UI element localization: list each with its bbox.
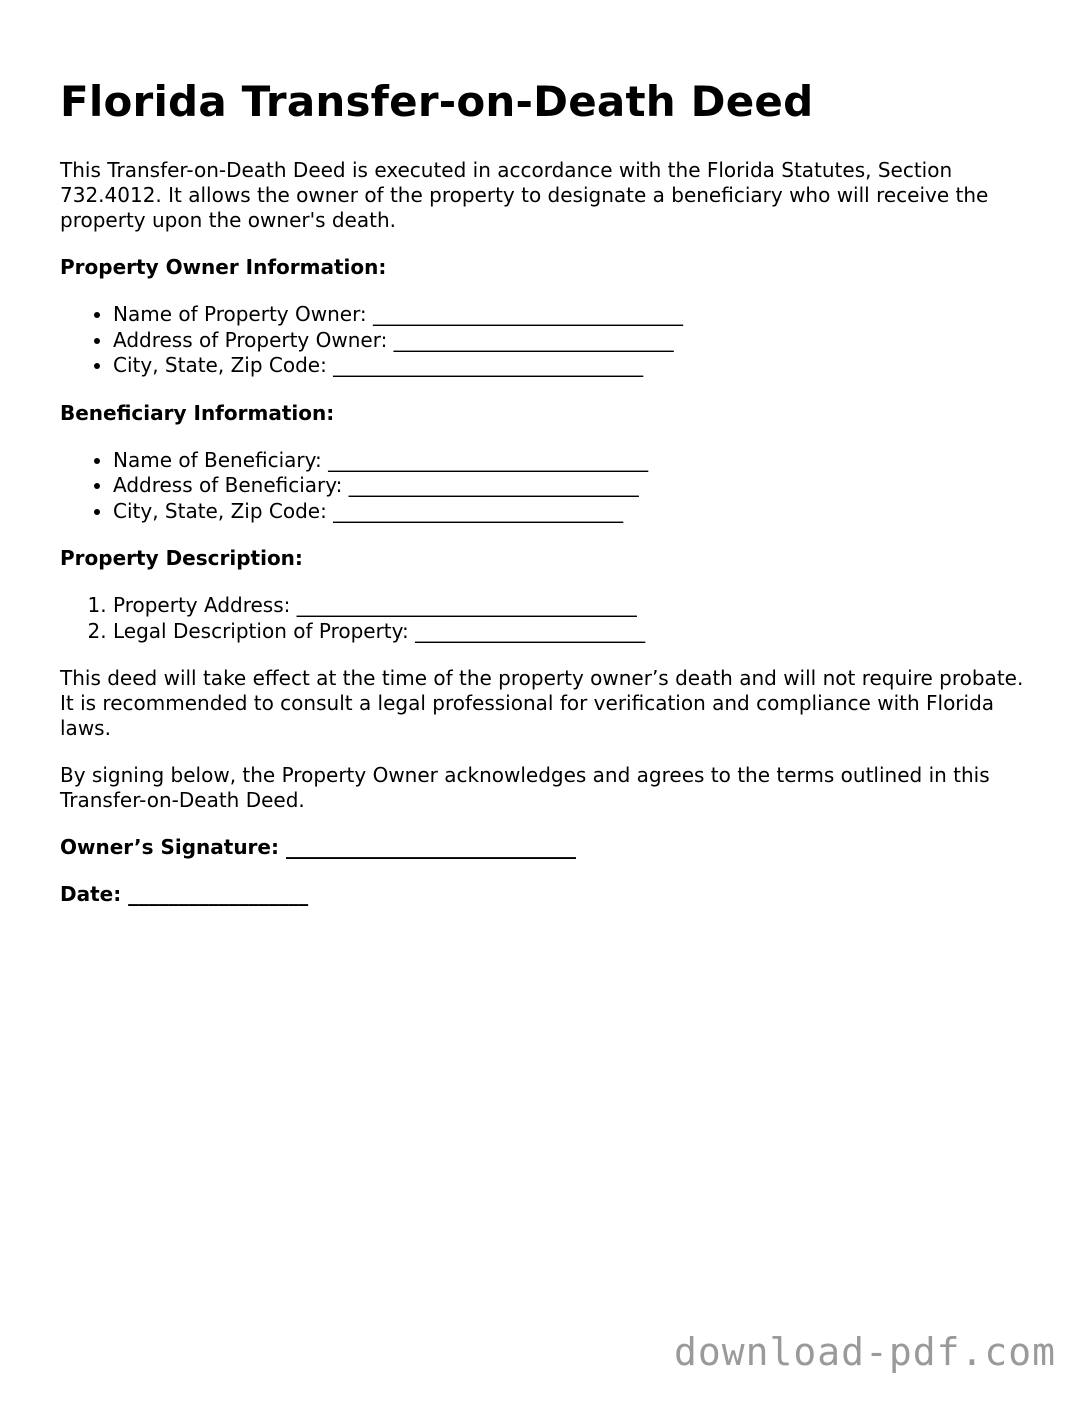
beneficiary-address-field: • Address of Beneficiary: _____________________________ — [113, 473, 1040, 499]
owner-section-heading: Property Owner Information: — [60, 255, 387, 279]
intro-paragraph: This Transfer-on-Death Deed is executed in accordance with the Florida Statutes, Section 732.4012. It allows the owner of the property to designate a beneficiary who will receive the property upon the owner's death. — [60, 158, 989, 232]
effect-paragraph: This deed will take effect at the time of the property owner’s death and will not require probate. It is recommended to consult a legal professional for verification and compliance with Florida laws. — [60, 666, 1024, 740]
beneficiary-name-field: • Name of Beneficiary: ________________________________ — [113, 448, 1040, 474]
property-address-field: 1. Property Address: __________________________________ — [113, 593, 1040, 619]
owner-signature-line: Owner’s Signature: _____________________________ — [60, 835, 576, 859]
document-title: Florida Transfer-on-Death Deed — [60, 77, 814, 126]
watermark: download-pdf.com — [673, 1330, 1056, 1374]
property-section-heading: Property Description: — [60, 546, 303, 570]
beneficiary-section-heading: Beneficiary Information: — [60, 400, 335, 425]
owner-info-list — [60, 302, 1040, 379]
owner-address-field: • Address of Property Owner: ____________________________ — [113, 328, 1040, 354]
owner-city-state-zip-field: • City, State, Zip Code: _______________________________ — [113, 353, 1040, 379]
document-page — [60, 76, 1040, 929]
beneficiary-info-list — [60, 448, 1040, 525]
property-description-list — [60, 593, 1040, 644]
date-line: Date: __________________ — [60, 882, 309, 906]
beneficiary-city-state-zip-field: • City, State, Zip Code: _____________________________ — [113, 499, 1040, 525]
acknowledgement-paragraph: By signing below, the Property Owner acknowledges and agrees to the terms outlined in this Transfer-on-Death Deed. — [60, 763, 990, 812]
legal-description-field: 2. Legal Description of Property: _______________________ — [113, 619, 1040, 645]
owner-name-field: • Name of Property Owner: _______________________________ — [113, 302, 1040, 328]
